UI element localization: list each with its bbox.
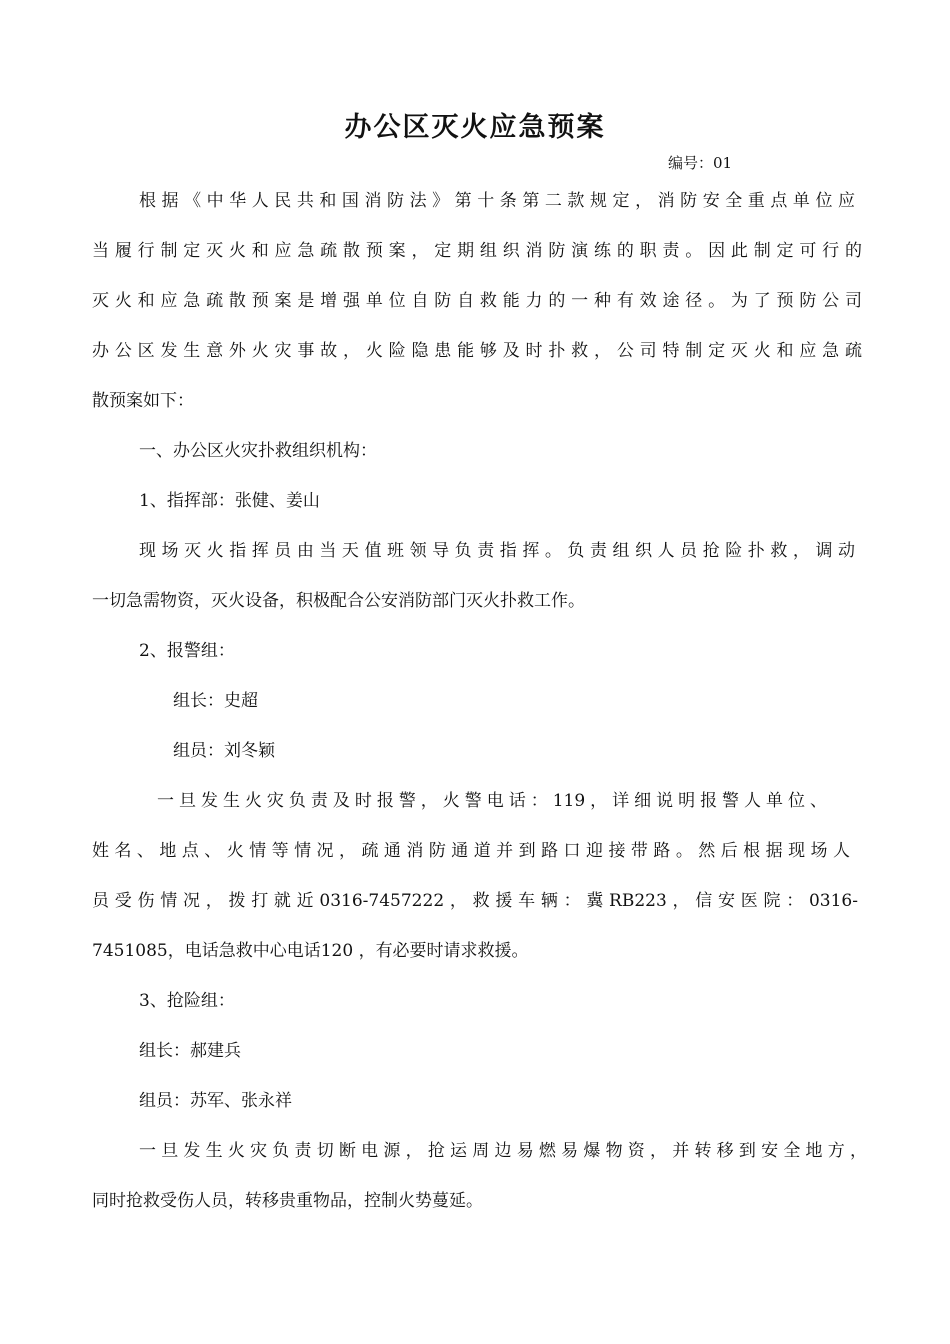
command-desc-line-2: 一切急需物资，灭火设备，积极配合公安消防部门灭火扑救工作。 [92, 591, 585, 611]
rescue-heading: 3、抢险组： [139, 991, 235, 1011]
alarm-desc-line-4: 7451085，电话急救中心电话120 ，有必要时请求救援。 [92, 941, 529, 961]
section-heading: 一、办公区火灾扑救组织机构： [139, 441, 377, 461]
rescue-desc-line-1: 一旦发生火灾负责切断电源，抢运周边易燃易爆物资，并转移到安全地方， [139, 1141, 867, 1161]
intro-line-1: 根据《中华人民共和国消防法》第十条第二款规定，消防安全重点单位应 [139, 191, 855, 211]
document-title: 办公区灭火应急预案 [344, 112, 606, 143]
command-desc-line-1: 现场灭火指挥员由当天值班领导负责指挥。负责组织人员抢险扑救，调动 [139, 541, 855, 561]
rescue-desc-line-2: 同时抢救受伤人员，转移贵重物品，控制火势蔓延。 [92, 1191, 483, 1211]
alarm-desc-line-2: 姓名、地点、火情等情况，疏通消防通道并到路口迎接带路。然后根据现场人 [92, 841, 850, 861]
alarm-heading: 2、报警组： [139, 641, 235, 661]
alarm-desc-line-1: 一旦发生火灾负责及时报警，火警电话：119，详细说明报警人单位、 [157, 791, 827, 811]
intro-line-4: 办公区发生意外火灾事故，火险隐患能够及时扑救，公司特制定灭火和应急疏 [92, 341, 862, 361]
intro-line-3: 灭火和应急疏散预案是增强单位自防自救能力的一种有效途径。为了预防公司 [92, 291, 862, 311]
alarm-members: 组员：刘冬颖 [173, 741, 275, 761]
rescue-members: 组员：苏军、张永祥 [139, 1091, 292, 1111]
command-heading: 1、指挥部：张健、姜山 [139, 491, 320, 511]
alarm-desc-line-3: 员受伤情况，拨打就近0316-7457222，救援车辆：冀RB223，信安医院：0316- [92, 891, 858, 911]
alarm-leader: 组长：史超 [173, 691, 258, 711]
document-number: 编号：01 [668, 154, 733, 172]
intro-line-5: 散预案如下： [92, 391, 194, 411]
rescue-leader: 组长：郝建兵 [139, 1041, 241, 1061]
intro-line-2: 当履行制定灭火和应急疏散预案，定期组织消防演练的职责。因此制定可行的 [92, 241, 862, 261]
